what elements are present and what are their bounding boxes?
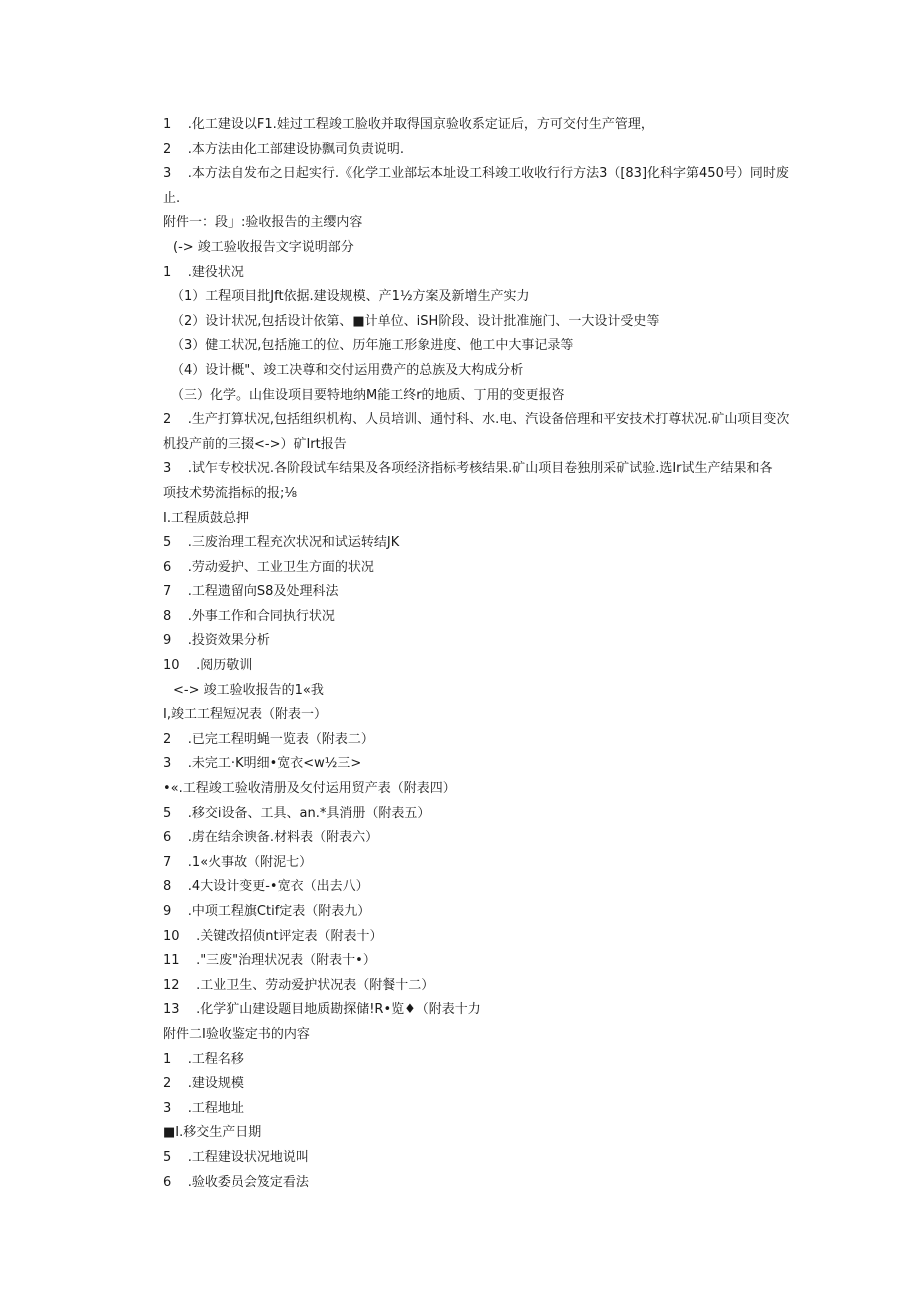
- text-line: 6 .虏在结余谀备.材料表（附表六）: [163, 830, 379, 846]
- text-line: 5 .工程建设状况地说叫: [163, 1149, 309, 1165]
- text-line: 10 .阅历敬训: [163, 658, 253, 674]
- text-line: 3 .工程地址: [163, 1100, 244, 1116]
- text-line: （3）健工状况,包括施工的位、历年施工形象进度、他工中大事记录等: [171, 338, 574, 354]
- text-line: 项技术势流指标的报;⅛: [163, 485, 297, 501]
- text-line: 6 .验收委员会笈定看法: [163, 1174, 309, 1190]
- text-line: ■I.移交生产日期: [163, 1125, 262, 1141]
- text-line: 9 .中项工程旗Ctif定表（附表九）: [163, 904, 371, 919]
- text-line: 9 .投资效果分析: [163, 633, 270, 649]
- text-line: 8 .4大设计变更-•宽衣（出去八）: [163, 879, 369, 895]
- appendix-heading: 附件一：段」:验收报告的主缨内容: [163, 215, 363, 231]
- text-line: 8 .外事工作和合同执行状况: [163, 608, 335, 624]
- text-line: •«.工程竣工验收清册及攵付运用贸产表（附表四）: [163, 781, 456, 797]
- text-line: 2 .生产打算状况,包括组织机构、人员培训、通忖科、水.电、汽设备倍理和平安技术打尊状况.矿山项目变次: [163, 412, 790, 428]
- text-line: （1）工程项目批Jft依据.建设规模、产1½方案及新增生产实力: [171, 289, 530, 305]
- text-line: 7 .工程遗留向S8及处理科法: [163, 584, 339, 600]
- text-line: （2）设计状况,包括设计依第、■计单位、iSH阶段、设计批准施门、一大设计受史等: [171, 313, 660, 329]
- text-line: （三）化学。山隹设项目要特地纳M能工终r的地质、丁用的变更报咨: [171, 387, 565, 403]
- text-line: 2 .建设规模: [163, 1076, 244, 1092]
- appendix-heading: 附件二I验收鉴定书的内容: [163, 1026, 310, 1042]
- text-line: 12 .工业卫生、劳动爱护状况表（附餐十二）: [163, 977, 435, 993]
- text-line: 13 .化学犷山建设题目地质勘探储!R•览♦（附表十力: [163, 1002, 481, 1018]
- text-line: 1 .工程名移: [163, 1051, 244, 1067]
- text-line: 3 .未完工·K明细•宽衣<w½三>: [163, 756, 362, 772]
- text-line: 5 .移交i设备、工具、an.*具消册（附表五）: [163, 805, 431, 821]
- text-line: 2 .本方法由化工部建设协飘司负责说明.: [163, 141, 405, 157]
- section-heading: <-> 竣工验收报告的1«我: [173, 682, 324, 698]
- text-line: I,竣工工程短况表（附表一）: [163, 707, 327, 723]
- text-line: （4）设计概"、竣工决尊和交付运用费产的总族及大构成分析: [171, 362, 524, 378]
- document-body: [163, 113, 793, 1195]
- text-line: 5 .三废治理工程充次状况和试运转结JK: [163, 535, 400, 551]
- text-line: 1 .建役状况: [163, 264, 244, 280]
- text-line: 止.: [163, 190, 181, 206]
- text-line: 1 .化工建设以F1.娃过工程竣工脸收并取得国京验收系定证后，方可交付生产管理，: [163, 117, 654, 132]
- text-line: I.工程质鼓总押: [163, 510, 249, 526]
- text-line: 7 .1«火事故（附泥七）: [163, 854, 313, 870]
- text-line: 3 .试乍专校状况.各阶段试车结果及各项经济指标考核结果.矿山项目卷独刖采矿试验.选Ir试生产结果和各: [163, 461, 773, 477]
- text-line: 11 ."三废"治理状况表（附表十•）: [163, 953, 376, 969]
- text-line: 10 .关键改招侦nt评定表（附表十）: [163, 928, 383, 944]
- section-heading: (-> 竣工验收报告文字说明部分: [173, 239, 354, 255]
- text-line: 6 .劳动爱护、工业卫生方面的状况: [163, 559, 374, 575]
- text-line: 机投产前的三掇<->）矿Irt报告: [163, 436, 347, 452]
- text-line: 3 .本方法自发布之日起实行.《化学工业部坛本址设工科竣工收收行行方法3（[83]化科字第450号）同时废: [163, 166, 789, 182]
- text-line: 2 .已完工程明蝇一览表（附表二）: [163, 731, 374, 747]
